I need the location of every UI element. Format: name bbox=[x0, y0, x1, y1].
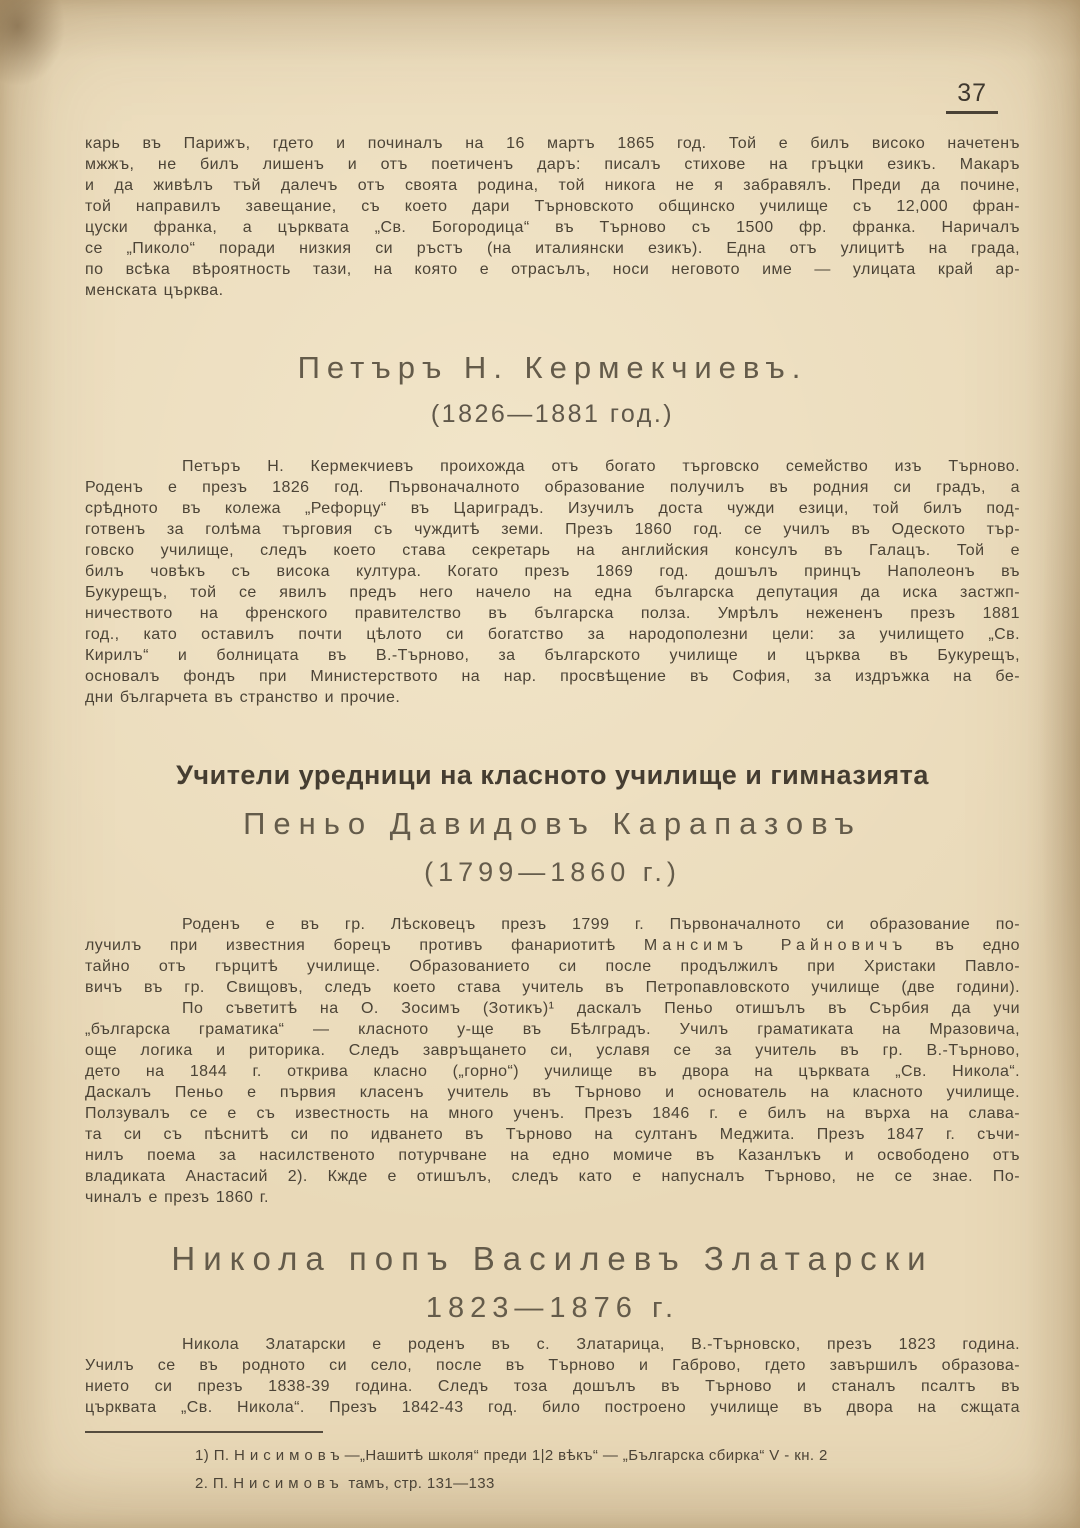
text-line: Даскалъ Пеньо е първия класенъ учитель въ Търново и основатель на класното училище. bbox=[85, 1084, 1020, 1101]
text-line: Никола Златарски е роденъ въ с. Златарица, В.-Търновско, презъ 1823 година. bbox=[182, 1336, 1020, 1353]
text-line: Роденъ е презъ 1826 год. Първоначалното образование получилъ въ родния си градъ, а bbox=[85, 479, 1020, 496]
text-line: дни българчета въ странство и прочие. bbox=[85, 689, 401, 706]
section2-paragraph bbox=[85, 914, 1020, 1208]
text-line: чиналъ е презъ 1860 г. bbox=[85, 1189, 269, 1206]
text-line: та си съ пѣснитѣ си по идването въ Търново на султанъ Меджита. Презъ 1847 г. съчи- bbox=[85, 1126, 1020, 1143]
text-line: готвенъ за голѣма търговия съ чуждитѣ земи. Презъ 1860 год. се училъ въ Одеското тър- bbox=[85, 521, 1020, 538]
footnotes bbox=[85, 1442, 1020, 1498]
text-line: основалъ фондъ при Министерството на нар. просвѣщение въ София, за издръжка на бе- bbox=[85, 668, 1020, 685]
text-line: По съветитѣ на О. Зосимъ (Зотикъ)¹ даскалъ Пеньо отишълъ въ Сърбия да учи bbox=[182, 1000, 1020, 1017]
paper-edge-stain bbox=[1040, 300, 1080, 1200]
paper-corner-stain bbox=[0, 0, 65, 86]
text-line: ничеството на френского правителство въ българска полза. Умрѣлъ нежененъ презъ 1881 bbox=[85, 605, 1020, 622]
text-line: и да живѣлъ тъй далечъ отъ своята родина, той никога не я забравялъ. Преди да почине, bbox=[85, 177, 1020, 194]
page-number: 37 bbox=[946, 79, 998, 114]
text-line: вичъ въ гр. Свищовъ, следъ което става учитель въ Петропавловското училище (две години). bbox=[85, 979, 1020, 996]
text-line: Роденъ е въ гр. Лѣсковецъ презъ 1799 г. Първоначалното си образование по- bbox=[182, 916, 1020, 933]
section3-dates: 1823—1876 г. bbox=[425, 1292, 680, 1324]
text-line: 1) П. Нисимовъ—„Нашитѣ школя“ преди 1|2 вѣкъ“ — „Българска сбирка“ V - кн. 2 bbox=[195, 1447, 828, 1464]
section3-paragraph bbox=[85, 1334, 1020, 1418]
text-line: дето на 1844 г. открива класно („горно“) училище въ двора на църквата „Св. Никола“. bbox=[85, 1063, 1020, 1080]
text-line: билъ човѣкъ съ висока култура. Когато презъ 1869 год. дошълъ принцъ Наполеонъ въ bbox=[85, 563, 1020, 580]
text-line: Училъ се въ родното си село, после въ Търново и Габрово, гдето завършилъ образова- bbox=[85, 1357, 1020, 1374]
text-line: карь въ Парижъ, гдето и починалъ на 16 мартъ 1865 год. Той е билъ високо начетенъ bbox=[85, 135, 1020, 152]
footnote-separator-rule bbox=[85, 1431, 323, 1433]
section2-dates: (1799—1860 г.) bbox=[424, 857, 681, 887]
letterspaced-name: Нисимовъ bbox=[234, 1447, 345, 1464]
letterspaced-name: Мансимъ Райновичъ bbox=[643, 937, 908, 954]
section1-dates: (1826—1881 год.) bbox=[430, 400, 675, 428]
text-line: Ползувалъ се е съ известность на много ученъ. Презъ 1846 г. е билъ на върха на слава- bbox=[85, 1105, 1020, 1122]
section1-title: Петъръ Н. Кермекчиевъ. bbox=[297, 350, 808, 385]
text-line: тайно отъ гърцитѣ училище. Образованието си после продължилъ при Христаки Павло- bbox=[85, 958, 1020, 975]
text-line: мжжъ, не билъ лишенъ и отъ поетиченъ даръ: писалъ стихове на гръцки езикъ. Макаръ bbox=[85, 156, 1020, 173]
text-line: лучилъ при известния борецъ противъ фанариотитѣ Мансимъ Райновичъ въ едно bbox=[85, 937, 1021, 954]
text-line: нилъ поема за насилственото потурчване на едно момиче въ Казанлъкъ и освободено отъ bbox=[85, 1147, 1020, 1164]
text-line: по всѣка вѣроятность тази, на която е отрасълъ, носи неговото име — улицата край ар- bbox=[85, 261, 1020, 278]
text-line: год., като оставилъ почти цѣлото си богатство за народополезни цели: за училището „Св. bbox=[85, 626, 1020, 643]
text-line: говско училище, следъ което става секретарь на английския консулъ въ Галацъ. Той е bbox=[85, 542, 1020, 559]
intro-paragraph bbox=[85, 133, 1020, 301]
text-line: още логика и риторика. Следъ завръщането си, уславя се за учитель въ гр. В.-Търново, bbox=[85, 1042, 1020, 1059]
text-line: църквата „Св. Никола“. Презъ 1842-43 год. било построено училище въ двора на сжщата bbox=[85, 1399, 1020, 1416]
section2-title: Пеньо Давидовъ Карапазовъ bbox=[243, 806, 862, 841]
text-line: 2. П. Нисимовъ тамъ, стр. 131—133 bbox=[195, 1475, 495, 1492]
text-line: менската църква. bbox=[85, 282, 224, 299]
letterspaced-name: Нисимовъ bbox=[233, 1475, 344, 1492]
text-line: срѣдното въ колежа „Рефорцу“ въ Цариградъ. Изучилъ доста чужди езици, той билъ под- bbox=[85, 500, 1020, 517]
text-line: цуски франка, а църквата „Св. Богородица“ въ Търново съ 1500 фр. франка. Наричалъ bbox=[85, 219, 1020, 236]
text-line: той направилъ завещание, съ което дари Търновското общинско училище съ 12,000 фран- bbox=[85, 198, 1020, 215]
page-content bbox=[85, 133, 1020, 1498]
text-line: Букурещъ, той се явилъ предъ него начело на една българска депутация да иска застжп- bbox=[85, 584, 1020, 601]
text-line: се „Пиколо“ поради низкия си ръстъ (на италиянски езикъ). Една отъ улицитѣ на града, bbox=[85, 240, 1020, 257]
text-line: Петъръ Н. Кермекчиевъ проихожда отъ богато търговско семейство изъ Търново. bbox=[182, 458, 1020, 475]
section1-paragraph bbox=[85, 456, 1020, 708]
text-line: нието си презъ 1838-39 година. Следъ тоза дошълъ въ Търново и станалъ псалтъ въ bbox=[85, 1378, 1020, 1395]
chapter-heading: Учители уредници на класното училище и гимназията bbox=[176, 760, 929, 790]
text-line: „българска граматика“ — класното у-ще въ Бѣлградъ. Училъ граматиката на Мразовича, bbox=[85, 1021, 1020, 1038]
text-line: владиката Анастасий 2). Кжде е отишълъ, следъ като е напусналъ Търново, не се знае. По- bbox=[85, 1168, 1020, 1185]
section3-title: Никола попъ Василевъ Златарски bbox=[171, 1240, 934, 1277]
text-line: Кирилъ“ и болницата въ В.-Търново, за българското училище и църква въ Букурещъ, bbox=[85, 647, 1020, 664]
